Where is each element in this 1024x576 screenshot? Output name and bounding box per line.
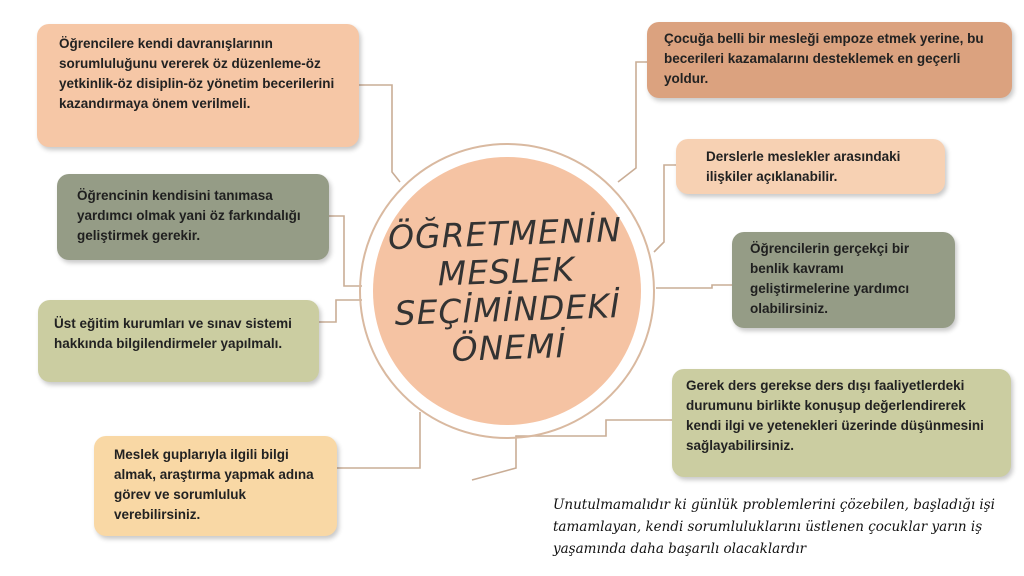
right-top-text: Çocuğa belli bir mesleği empoze etmek yerine, bu becerileri kazamalarını desteklemek en geçerli yoldur. (664, 31, 984, 86)
connector-left-exam (318, 300, 362, 322)
right-lessons-box (676, 139, 945, 194)
left-top-text: Öğrencilere kendi davranışlarının sorumluluğunu vererek öz düzenleme-öz yetkinlik-öz disiplin-öz yönetim becerilerini kazandırmaya önem verilmeli. (59, 36, 335, 111)
right-self-concept-box (732, 232, 955, 328)
connector-left-self (328, 216, 362, 286)
center-title-text: ÖĞRETMENİN MESLEK SEÇİMİNDEKİ ÖNEMİ (387, 209, 623, 369)
left-top-box (37, 24, 359, 147)
left-bottom-text: Meslek guplarıyla ilgili bilgi almak, araştırma yapmak adına görev ve sorumluluk verebilirsiniz. (114, 447, 314, 522)
right-self-concept-text: Öğrencilerin gerçekçi bir benlik kavramı geliştirmelerine yardımcı olabilirsiniz. (750, 241, 910, 316)
footnote-text: Unutulmamalıdır ki günlük problemlerini çözebilen, başladığı işi tamamlayan, kendi sorumluluklarını üstlenen çocuklar yarın iş yaşamında daha başarılı olacaklardır (553, 497, 995, 557)
right-activities-text: Gerek ders gerekse ders dışı faaliyetlerdeki durumunu birlikte konuşup değerlendirerek kendi ilgi ve yetenekleri üzerinde düşünmesini sağlayabilirsiniz. (686, 378, 984, 453)
right-lessons-text: Derslerle meslekler arasındaki ilişkiler açıklanabilir. (706, 149, 901, 184)
left-self-awareness-text: Öğrencinin kendisini tanımasa yardımcı olmak yani öz farkındalığı geliştirmek gerekir. (77, 188, 301, 243)
center-title (373, 157, 641, 425)
right-activities-box (672, 369, 1011, 477)
connector-right-lessons (654, 165, 676, 252)
left-bottom-box (94, 436, 337, 536)
connector-right-self-concept (656, 285, 732, 288)
left-self-awareness-box (57, 174, 329, 260)
left-exam-info-box (38, 300, 319, 382)
right-top-box (647, 22, 1012, 98)
left-exam-info-text: Üst eğitim kurumları ve sınav sistemi hakkında bilgilendirmeler yapılmalı. (54, 316, 292, 351)
